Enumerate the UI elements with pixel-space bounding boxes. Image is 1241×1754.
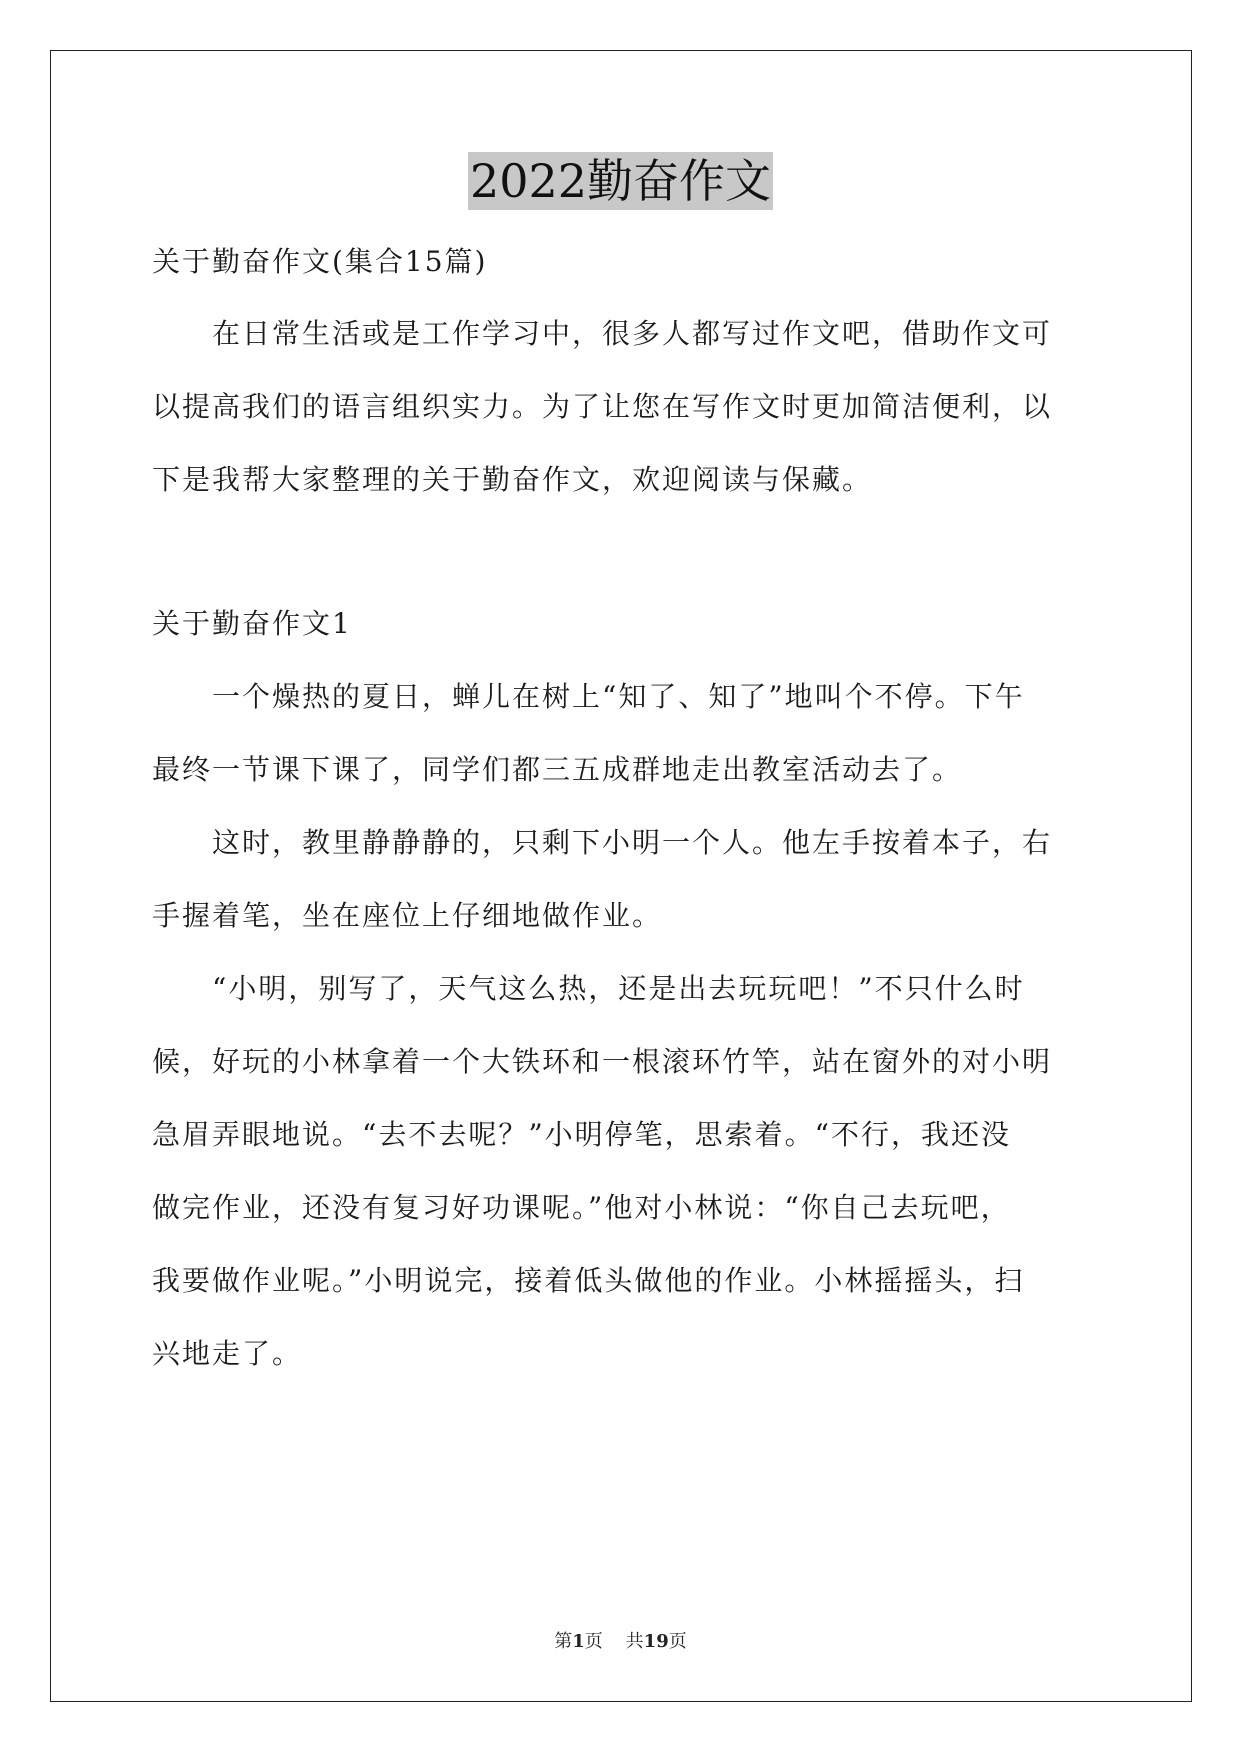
text-line: 在日常生活或是工作学习中，很多人都写过作文吧，借助作文可 <box>152 317 1053 350</box>
text-line: 兴地走了。 <box>152 1337 303 1370</box>
page-prefix: 第 <box>554 1631 573 1652</box>
text-line: 急眉弄眼地说。“去不去呢？”小明停笔，思索着。“不行，我还没 <box>152 1118 1011 1151</box>
total-suffix: 页 <box>668 1631 687 1652</box>
page-suffix: 页 <box>584 1631 603 1652</box>
text-line: 这时，教里静静静的，只剩下小明一个人。他左手按着本子，右 <box>152 826 1053 859</box>
text-line: 做完作业，还没有复习好功课呢。”他对小林说：“你自己去玩吧， <box>152 1191 1011 1224</box>
total-pages: 19 <box>643 1631 669 1652</box>
text-line: 一个燥热的夏日，蝉儿在树上“知了、知了”地叫个不停。下午 <box>152 680 1025 713</box>
text-line: 下是我帮大家整理的关于勤奋作文，欢迎阅读与保藏。 <box>152 463 873 496</box>
document-title: 2022勤奋作文 <box>469 154 772 208</box>
text-line: 最终一节课下课了，同学们都三五成群地走出教室活动去了。 <box>152 753 963 786</box>
page-border <box>50 50 1192 1702</box>
text-line: 以提高我们的语言组织实力。为了让您在写作文时更加简洁便利，以 <box>152 390 1053 423</box>
title-container <box>0 152 1241 210</box>
text-line: “小明，别写了，天气这么热，还是出去玩玩吧！”不只什么时 <box>152 972 1025 1005</box>
subtitle-line: 关于勤奋作文(集合15篇) <box>152 245 488 278</box>
total-prefix: 共 <box>625 1631 644 1652</box>
page-number: 1 <box>572 1631 585 1652</box>
section-heading: 关于勤奋作文1 <box>152 607 352 640</box>
text-line: 候，好玩的小林拿着一个大铁环和一根滚环竹竿，站在窗外的对小明 <box>152 1045 1053 1078</box>
text-line: 我要做作业呢。”小明说完，接着低头做他的作业。小林摇摇头，扫 <box>152 1264 1025 1297</box>
page-footer <box>0 1630 1241 1654</box>
text-line: 手握着笔，坐在座位上仔细地做作业。 <box>152 899 663 932</box>
